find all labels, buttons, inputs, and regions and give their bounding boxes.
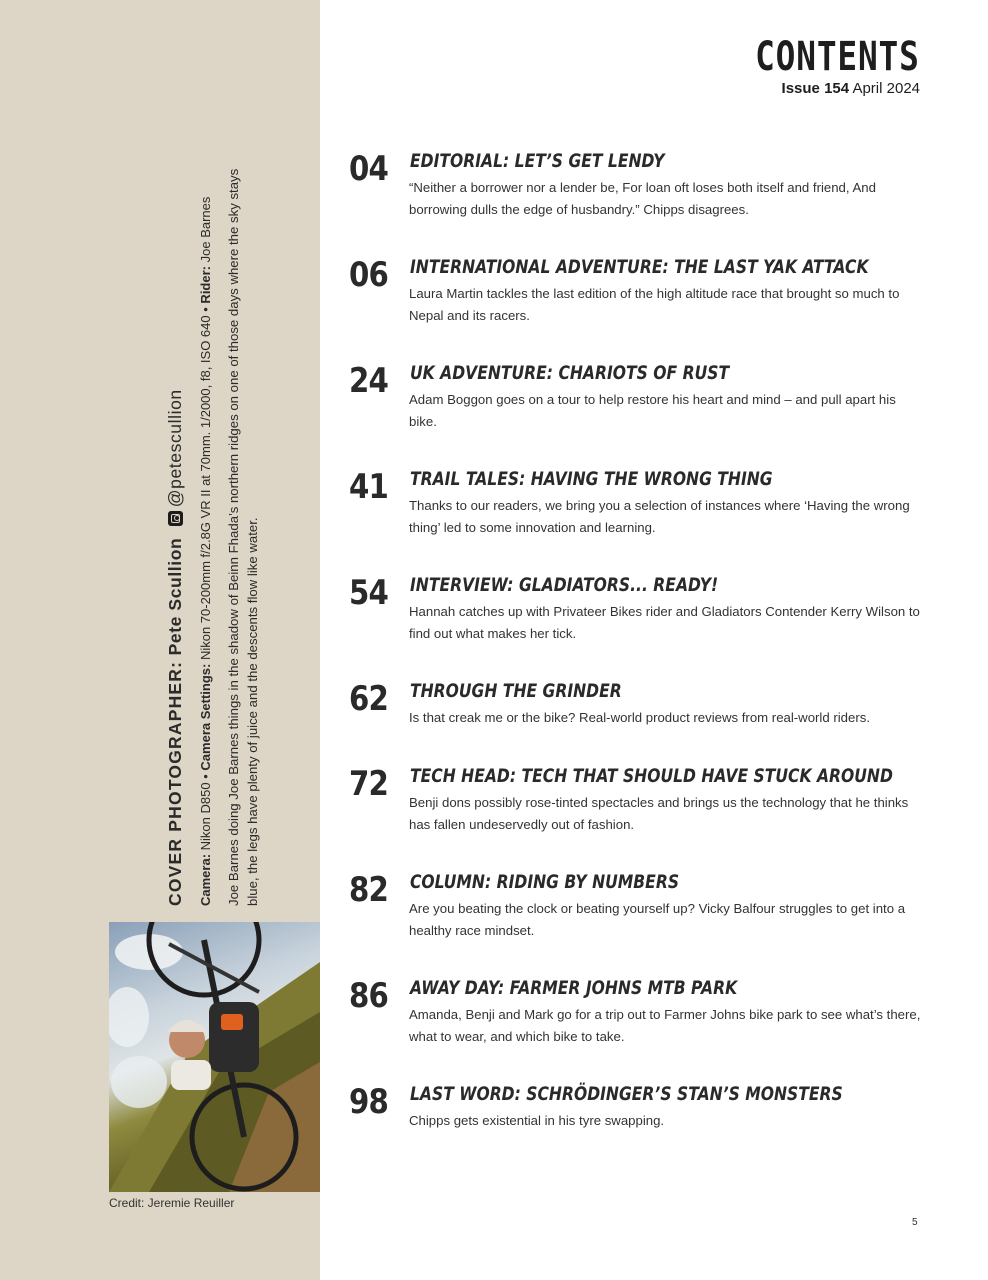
instagram-icon xyxy=(168,511,183,526)
separator: • xyxy=(198,307,213,312)
entry-page-number: 98 xyxy=(349,1082,388,1122)
entry-page-number: 72 xyxy=(349,764,388,804)
entry-page-number: 86 xyxy=(349,976,388,1016)
camera-label: Camera: xyxy=(198,853,213,906)
camera-line xyxy=(196,146,216,906)
entry-description: Is that creak me or the bike? Real-world product reviews from real-world riders. xyxy=(409,710,870,725)
entry-page-number: 06 xyxy=(349,255,388,295)
cover-info xyxy=(156,146,262,906)
entry-title[interactable]: INTERVIEW: GLADIATORS... READY! xyxy=(410,574,719,596)
page-title: CONTENTS xyxy=(755,34,920,80)
photo-credit: Credit: Jeremie Reuiller xyxy=(109,1196,235,1210)
entry-title[interactable]: COLUMN: RIDING BY NUMBERS xyxy=(410,871,680,893)
entry-title[interactable]: AWAY DAY: FARMER JOHNS MTB PARK xyxy=(410,977,738,999)
entry-page-number: 24 xyxy=(349,361,388,401)
entry-description: Thanks to our readers, we bring you a selection of instances where ‘Having the wrong thing’ led to some innovation and learning. xyxy=(409,498,910,535)
entry-page-number: 62 xyxy=(349,679,388,719)
entry-title[interactable]: UK ADVENTURE: CHARIOTS OF RUST xyxy=(410,362,730,384)
entry-description: Chipps gets existential in his tyre swapping. xyxy=(409,1113,665,1128)
entry-title[interactable]: TECH HEAD: TECH THAT SHOULD HAVE STUCK AROUND xyxy=(410,765,893,787)
entry-description: Hannah catches up with Privateer Bikes rider and Gladiators Contender Kerry Wilson to find out what makes her tick. xyxy=(409,604,920,641)
entry-page-number: 54 xyxy=(349,573,388,613)
entry-description: Laura Martin tackles the last edition of the high altitude race that brought so much to Nepal and its racers. xyxy=(409,286,900,323)
photographer-name: Pete Scullion xyxy=(165,537,185,656)
entry-page-number: 41 xyxy=(349,467,388,507)
settings-value: Nikon 70-200mm f/2.8G VR II at 70mm. 1/2000, f8, ISO 640 xyxy=(198,315,213,661)
entry-title[interactable]: INTERNATIONAL ADVENTURE: THE LAST YAK ATTACK xyxy=(410,256,869,278)
entry-description: Amanda, Benji and Mark go for a trip out to Farmer Johns bike park to see what’s there, what to wear, and which bike to take. xyxy=(409,1007,921,1044)
entry-description: “Neither a borrower nor a lender be, For loan oft loses both itself and friend, And borrowing dulls the edge of husbandry.” Chipps disagrees. xyxy=(409,180,876,217)
issue-date: April 2024 xyxy=(852,80,920,97)
camera-value: Nikon D850 xyxy=(198,782,213,851)
separator: • xyxy=(198,774,213,779)
issue-number: Issue 154 xyxy=(781,80,850,97)
entry-description: Benji dons possibly rose-tinted spectacles and brings us the technology that he thinks has fallen undeservedly out of fashion. xyxy=(409,795,909,832)
entry-page-number: 82 xyxy=(349,870,388,910)
cover-photo xyxy=(109,922,320,1192)
cover-description: Joe Barnes doing Joe Barnes things in the shadow of Beinn Fhada’s northern ridges on one of those days where the sky stays blue, the legs have plenty of juice and the descents flow like water. xyxy=(226,168,260,906)
entry-title[interactable]: EDITORIAL: LET’S GET LENDY xyxy=(410,150,665,172)
rider-label: Rider: xyxy=(198,266,213,304)
entry-page-number: 04 xyxy=(349,149,388,189)
sidebar-panel xyxy=(0,0,320,1280)
cover-photo-illustration xyxy=(109,922,320,1192)
entry-description: Are you beating the clock or beating yourself up? Vicky Balfour struggles to get into a healthy race mindset. xyxy=(409,901,906,938)
rider-value: Joe Barnes xyxy=(198,196,213,263)
page-number: 5 xyxy=(912,1217,918,1228)
entry-description: Adam Boggon goes on a tour to help restore his heart and mind – and pull apart his bike. xyxy=(409,392,896,429)
settings-label: Camera Settings: xyxy=(198,663,213,771)
instagram-handle: @petescullion xyxy=(165,389,185,508)
entry-title[interactable]: TRAIL TALES: HAVING THE WRONG THING xyxy=(410,468,773,490)
entry-title[interactable]: LAST WORD: SCHRÖDINGER’S STAN’S MONSTERS xyxy=(410,1083,843,1105)
cover-photographer-line xyxy=(162,146,188,906)
entry-title[interactable]: THROUGH THE GRINDER xyxy=(410,680,622,702)
photographer-label: COVER PHOTOGRAPHER: xyxy=(165,660,185,906)
issue-info xyxy=(782,80,920,97)
